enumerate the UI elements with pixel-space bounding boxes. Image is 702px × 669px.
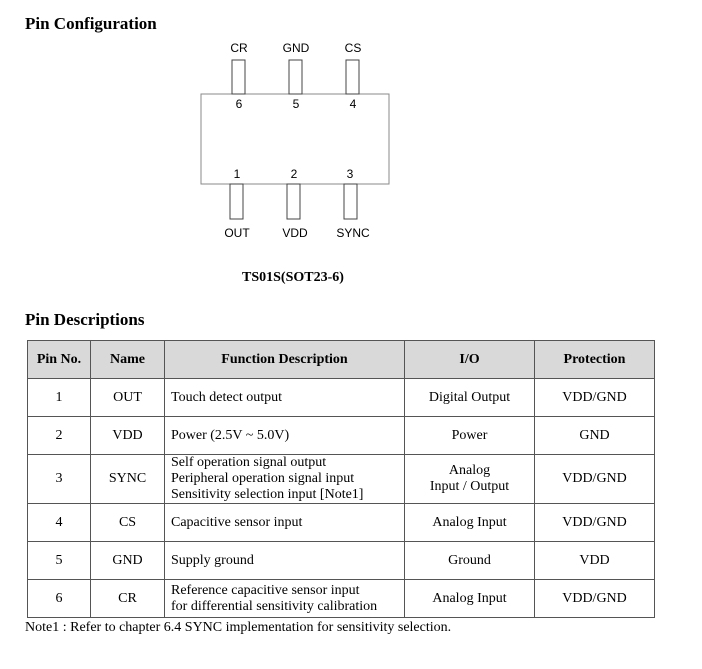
cell-pin: 5	[28, 542, 91, 580]
package-diagram	[0, 0, 702, 300]
pin-4-name: CS	[344, 41, 362, 55]
pin-6-name: CR	[230, 41, 248, 55]
pin-5-lead	[289, 60, 302, 94]
pin-1-number: 1	[233, 167, 241, 181]
pin-2-number: 2	[290, 167, 298, 181]
table-row	[28, 504, 655, 542]
cell-protection: VDD/GND	[535, 455, 655, 504]
cell-protection: VDD/GND	[535, 580, 655, 618]
pin-2-name: VDD	[282, 226, 308, 240]
table-row	[28, 542, 655, 580]
cell-pin: 2	[28, 417, 91, 455]
pin-5-number: 5	[292, 97, 300, 111]
header-pin-no: Pin No.	[28, 341, 91, 379]
table-row	[28, 379, 655, 417]
pin-configuration-heading: Pin Configuration	[25, 14, 157, 33]
cell-function: Touch detect output	[165, 379, 405, 417]
pin-2-lead	[287, 184, 300, 219]
header-io: I/O	[405, 341, 535, 379]
pin-descriptions-heading: Pin Descriptions	[25, 310, 145, 329]
cell-io: Digital Output	[405, 379, 535, 417]
header-name: Name	[91, 341, 165, 379]
package-caption: TS01S(SOT23-6)	[242, 270, 344, 285]
footnote: Note1 : Refer to chapter 6.4 SYNC implementation for sensitivity selection.	[25, 620, 452, 635]
pin-5-name: GND	[282, 41, 310, 55]
cell-pin: 4	[28, 504, 91, 542]
cell-io: Ground	[405, 542, 535, 580]
cell-name: SYNC	[91, 455, 165, 504]
cell-name: OUT	[91, 379, 165, 417]
pin-3-name: SYNC	[336, 226, 370, 240]
cell-function: Capacitive sensor input	[165, 504, 405, 542]
cell-protection: GND	[535, 417, 655, 455]
pin-description-table	[27, 340, 655, 618]
cell-function: Supply ground	[165, 542, 405, 580]
cell-io: Analog Input / Output	[405, 455, 535, 504]
cell-protection: VDD/GND	[535, 379, 655, 417]
cell-function: Self operation signal output Peripheral operation signal input Sensitivity selection input [Note1]	[165, 455, 405, 504]
header-protection: Protection	[535, 341, 655, 379]
pin-1-lead	[230, 184, 243, 219]
cell-pin: 3	[28, 455, 91, 504]
cell-function: Reference capacitive sensor input for differential sensitivity calibration	[165, 580, 405, 618]
cell-io: Analog Input	[405, 504, 535, 542]
cell-pin: 6	[28, 580, 91, 618]
cell-protection: VDD/GND	[535, 504, 655, 542]
cell-name: VDD	[91, 417, 165, 455]
cell-io: Power	[405, 417, 535, 455]
cell-name: CR	[91, 580, 165, 618]
cell-io: Analog Input	[405, 580, 535, 618]
cell-name: CS	[91, 504, 165, 542]
table-header-row	[28, 341, 655, 379]
pin-3-number: 3	[346, 167, 354, 181]
header-function: Function Description	[165, 341, 405, 379]
pin-6-lead	[232, 60, 245, 94]
cell-pin: 1	[28, 379, 91, 417]
pin-3-lead	[344, 184, 357, 219]
pin-1-name: OUT	[224, 226, 250, 240]
table-row	[28, 417, 655, 455]
cell-protection: VDD	[535, 542, 655, 580]
table-row	[28, 455, 655, 504]
cell-function: Power (2.5V ~ 5.0V)	[165, 417, 405, 455]
pin-4-lead	[346, 60, 359, 94]
cell-name: GND	[91, 542, 165, 580]
pin-6-number: 6	[235, 97, 243, 111]
table-row	[28, 580, 655, 618]
pin-4-number: 4	[349, 97, 357, 111]
